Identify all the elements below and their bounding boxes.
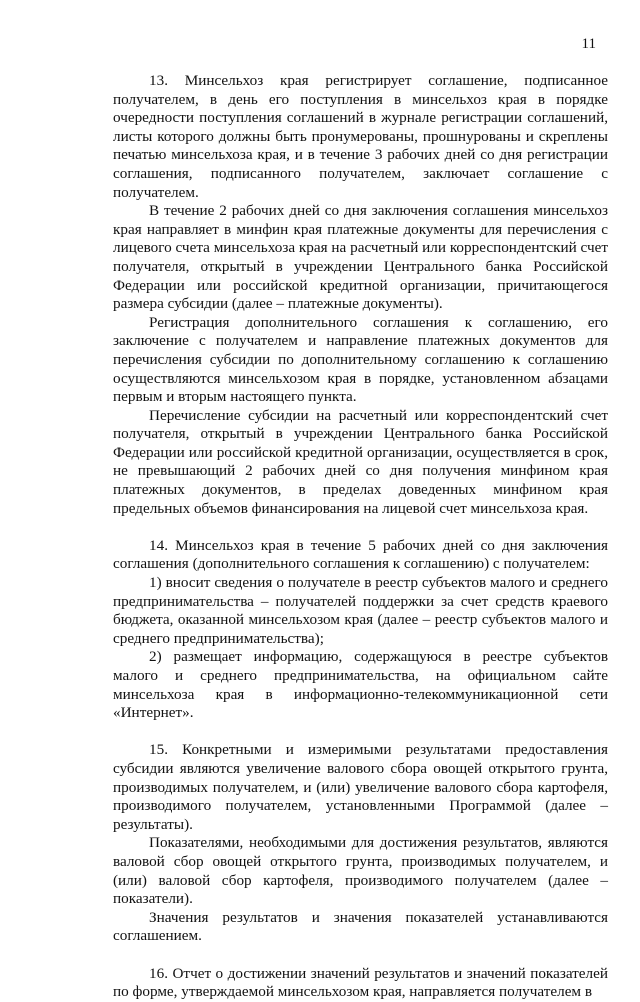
- paragraph: Показателями, необходимыми для достижения результатов, являются валовой сбор овощей открытого грунта, производимых получателем, и (или) валовой сбор картофеля, производимого получателем (далее – показатели).: [113, 834, 608, 908]
- paragraph: 16. Отчет о достижении значений результатов и значений показателей по форме, утверждаемой минсельхозом края, направляется получателем в: [113, 964, 608, 1001]
- paragraph: Перечисление субсидии на расчетный или корреспондентский счет получателя, открытый в учреждении Центрального банка Российской Федерации или российской кредитной организации, осуществляется в срок, не превышающий 2 рабочих дней со дня получения минфином края платежных документов, в пределах доведенных минфином края предельных объемов финансирования на лицевой счет минсельхоза края.: [113, 406, 608, 517]
- paragraph: Значения результатов и значения показателей устанавливаются соглашением.: [113, 908, 608, 945]
- paragraph: 2) размещает информацию, содержащуюся в реестре субъектов малого и среднего предпринимательства, на официальном сайте минсельхоза края в информационно-телекоммуникационной сети «Интернет».: [113, 648, 608, 722]
- paragraph: 13. Минсельхоз края регистрирует соглашение, подписанное получателем, в день его поступления в минсельхоз края в порядке очередности поступления соглашений в журнале регистрации соглашений, листы которого должны быть пронумерованы, прошнурованы и скреплены печатью минсельхоза края, и в течение 3 рабочих дней со дня регистрации соглашения, подписанного получателем, заключает соглашение с получателем.: [113, 72, 608, 201]
- paragraph: В течение 2 рабочих дней со дня заключения соглашения минсельхоз края направляет в минфин края платежные документы для перечисления с лицевого счета минсельхоза края на расчетный или корреспондентский счет получателя, открытый в учреждении Центрального банка Российской Федерации или российской кредитной организации, причитающегося размера субсидии (далее – платежные документы).: [113, 202, 608, 313]
- paragraph: 14. Минсельхоз края в течение 5 рабочих дней со дня заключения соглашения (дополнительного соглашения к соглашению) с получателем:: [113, 536, 608, 573]
- paragraph: Регистрация дополнительного соглашения к соглашению, его заключение с получателем и направление платежных документов для перечисления субсидии по дополнительному соглашению к соглашению осуществляются минсельхозом края в порядке, установленном абзацами первым и вторым настоящего пункта.: [113, 313, 608, 406]
- paragraph: 1) вносит сведения о получателе в реестр субъектов малого и среднего предпринимательства – получателей поддержки за счет средств краевого бюджета, оказанной минсельхозом края (далее – реестр субъектов малого и среднего предпринимательства);: [113, 574, 608, 647]
- paragraph: 15. Конкретными и измеримыми результатами предоставления субсидии являются увеличение валового сбора овощей открытого грунта, производимых получателем, и (или) увеличение валового сбора картофеля, производимого получателем, установленными Программой (далее – результаты).: [113, 741, 608, 833]
- page-number: 11: [581, 36, 596, 52]
- document-body: [113, 72, 608, 1002]
